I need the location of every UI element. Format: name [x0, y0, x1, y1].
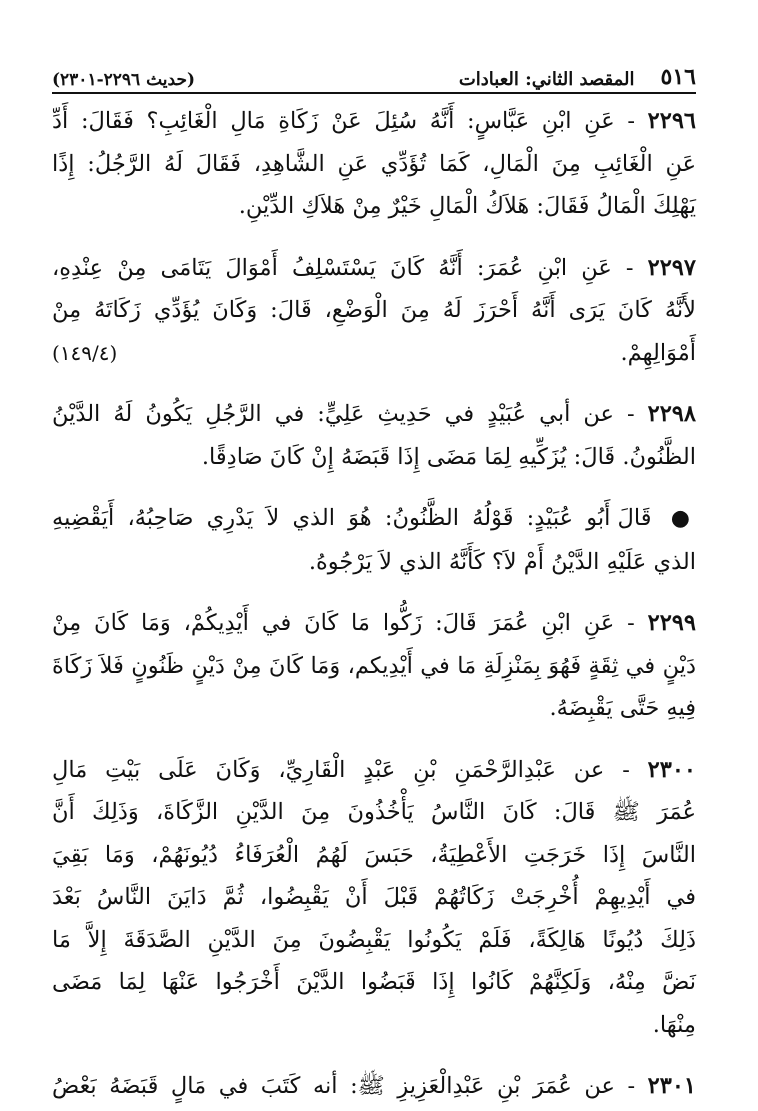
bullet-icon: ● — [670, 506, 697, 531]
text-line: يَهْلِكَ الْمَالُ فَقَالَ: هَلاَكُ الْمَالِ خَيْرٌ مِنْ هَلاَكِ الدِّيْنِ. — [238, 193, 696, 219]
hadith-2299: ٢٢٩٩ - عَنِ ابْنِ عُمَرَ قَالَ: زَكُّوا مَا كَانَ في أَيْدِيكُمْ، وَمَا كَانَ مِنْ دَيْنٍ في ثِقَةٍ فَهُوَ بِمَنْزِلَةِ مَا في أَيْدِيكم، وَمَا كَانَ مِنْ دَيْنٍ ظَنُونٍ فَلاَ زَكَاةَ فِيهِ حَتَّى يَقْبِضَهُ. — [52, 602, 696, 730]
page-number: ٥١٦ — [660, 64, 696, 90]
page-body — [52, 100, 696, 1101]
text-line: عَنِ ابْنِ عُمَرَ: أَنَّهُ كَانَ يَسْتَسْلِفُ أَمْوَالَ يَتَامَى مِنْ عِنْدِهِ، — [52, 254, 612, 281]
hadith-2297: ٢٢٩٧ - عَنِ ابْنِ عُمَرَ: أَنَّهُ كَانَ يَسْتَسْلِفُ أَمْوَالَ يَتَامَى مِنْ عِنْدِهِ، لأَنَّهُ كَانَ يَرَى أَنَّهُ أَحْرَزَ لَهُ مِنَ الْوَضْعِ، قَالَ: وَكَانَ يُؤَدِّي زَكَاتَهُ مِنْ أَمْوَالِهِمْ. (١٤٩/٤) — [52, 247, 696, 375]
text-line: عن أبي عُبَيْدٍ في حَدِيثِ عَلِيٍّ: في الرَّجُلِ يَكُونُ لَهُ الدَّيْنُ — [52, 401, 614, 427]
hadith-2298: ٢٢٩٨ - عن أبي عُبَيْدٍ في حَدِيثِ عَلِيٍّ: في الرَّجُلِ يَكُونُ لَهُ الدَّيْنُ الظَّنُونُ. قَالَ: يُزَكِّيهِ لِمَا مَضَى إِذَا قَبَضَهُ إِنْ كَانَ صَادِقًا. — [52, 393, 696, 478]
hadith-2301: ٢٣٠١ - عن عُمَرَ بْنِ عَبْدِالْعَزِيزِ ﷺ: أنه كَتَبَ في مَالٍ قَبَضَهُ بَعْضُ — [52, 1073, 696, 1099]
text-line: فِيهِ حَتَّى يَقْبِضَهُ. — [549, 695, 696, 721]
text-line: ذَلِكَ دُيُونًا هَالِكَةً، فَلَمْ يَكُونُوا يَقْبِضُونَ مِنَ الدَّيْنِ الصَّدَقَةَ إِلاَّ مَا — [52, 926, 696, 953]
text-line: مِنْهَا. — [652, 1011, 696, 1038]
section-title: المقصد الثاني: العبادات — [458, 69, 635, 90]
text-line: عَنِ الْغَائِبِ مِنَ الْمَالِ، كَمَا تُؤَدِّي عَنِ الشَّاهِدِ، فَقَالَ لَهُ الرَّجُلُ: إِذًا — [52, 150, 696, 177]
text-line: قَالَ أَبُو عُبَيْدٍ: قَوْلُهُ الظَّنُونُ: هُوَ الذي لاَ يَدْرِي صَاحِبُهُ، أَيَقْضِيهِ — [52, 505, 652, 531]
text-line: في أَيْدِيهِمْ أُخْرِجَتْ زَكَاتُهُمْ قَبْلَ أَنْ يَقْبِضُوا، ثُمَّ دَايَنَ النَّاسُ بَعْدَ — [52, 884, 696, 910]
hadith-number: ٢٢٩٦ — [647, 108, 696, 134]
hadith-2300: ٢٣٠٠ - عن عَبْدِالرَّحْمَنِ بْنِ عَبْدٍ الْقَارِيِّ، وَكَانَ عَلَى بَيْتِ مَالِ عُمَرَ ﷺ قَالَ: كَانَ النَّاسُ يَأْخُذُونَ مِنَ الدَّيْنِ الزَّكَاةَ، وَذَلِكَ أَنَّ النَّاسَ إِذَا خَرَجَتِ الأَعْطِيَةُ، حَبَسَ لَهُمُ الْعُرَفَاءُ دُيُونَهُمْ، وَمَا بَقِيَ في أَيْدِيهِمْ أُخْرِجَتْ زَكَاتُهُمْ قَبْلَ أَنْ يَقْبِضُوا، ثُمَّ دَايَنَ النَّاسُ بَعْدَ ذَلِكَ دُيُونًا هَالِكَةً، فَلَمْ يَكُونُوا يَقْبِضُونَ مِنَ الدَّيْنِ الصَّدَقَةَ إِلاَّ مَا نَضَّ مِنْهُ، وَلَكِنَّهُمْ كَانُوا إِذَا قَبَضُوا الدَّيْنَ أَخْرَجُوا عَنْهَا لِمَا مَضَى مِنْهَا. — [52, 749, 696, 1047]
text-line: عُمَرَ ﷺ قَالَ: كَانَ النَّاسُ يَأْخُذُونَ مِنَ الدَّيْنِ الزَّكَاةَ، وَذَلِكَ أَنَّ — [52, 799, 696, 825]
text-line: لأَنَّهُ كَانَ يَرَى أَنَّهُ أَحْرَزَ لَهُ مِنَ الْوَضْعِ، قَالَ: وَكَانَ يُؤَدِّي زَكَاتَهُ مِنْ — [52, 297, 696, 323]
running-header — [52, 58, 696, 90]
text-line: عَنِ ابْنِ عَبَّاسٍ: أَنَّهُ سُئِلَ عَنْ زَكَاةِ مَالِ الْغَائِبِ؟ فَقَالَ: أَدِّ — [52, 108, 615, 134]
text-line: عَنِ ابْنِ عُمَرَ قَالَ: زَكُّوا مَا كَانَ في أَيْدِيكُمْ، وَمَا كَانَ مِنْ — [52, 610, 615, 636]
text-line: الظَّنُونُ. قَالَ: يُزَكِّيهِ لِمَا مَضَى إِذَا قَبَضَهُ إِنْ كَانَ صَادِقًا. — [201, 443, 696, 470]
text-line: دَيْنٍ في ثِقَةٍ فَهُوَ بِمَنْزِلَةِ مَا في أَيْدِيكم، وَمَا كَانَ مِنْ دَيْنٍ ظَنُونٍ فَلاَ زَكَاةَ — [52, 652, 696, 679]
hadith-2296: ٢٢٩٦ - عَنِ ابْنِ عَبَّاسٍ: أَنَّهُ سُئِلَ عَنْ زَكَاةِ مَالِ الْغَائِبِ؟ فَقَالَ: أَدِّ عَنِ الْغَائِبِ مِنَ الْمَالِ، كَمَا تُؤَدِّي عَنِ الشَّاهِدِ، فَقَالَ لَهُ الرَّجُلُ: إِذًا يَهْلِكَ الْمَالُ فَقَالَ: هَلاَكُ الْمَالِ خَيْرٌ مِنْ هَلاَكِ الدِّيْنِ. — [52, 100, 696, 228]
text-line: عن عُمَرَ بْنِ عَبْدِالْعَزِيزِ ﷺ: أنه كَتَبَ في مَالٍ قَبَضَهُ بَعْضُ — [52, 1073, 615, 1099]
hadith-range: (حديث ٢٢٩٦-٢٣٠١) — [52, 70, 195, 90]
text-line: أَمْوَالِهِمْ. — [620, 339, 696, 366]
text-line: نَضَّ مِنْهُ، وَلَكِنَّهُمْ كَانُوا إِذَا قَبَضُوا الدَّيْنَ أَخْرَجُوا عَنْهَا لِمَا مَضَى — [52, 969, 696, 995]
hadith-number: ٢٢٩٩ — [647, 610, 696, 636]
hadith-number: ٢٣٠٠ — [647, 756, 696, 783]
commentary-note — [52, 497, 696, 583]
hadith-number: ٢٢٩٨ — [647, 401, 696, 427]
text-line: عن عَبْدِالرَّحْمَنِ بْنِ عَبْدٍ الْقَارِيِّ، وَكَانَ عَلَى بَيْتِ مَالِ — [52, 756, 605, 783]
text-line: الذي عَلَيْهِ الدَّيْنُ أَمْ لاَ؟ كَأَنَّهُ الذي لاَ يَرْجُوهُ. — [308, 548, 696, 575]
source-reference: (١٤٩/٤) — [52, 340, 118, 365]
text-line: النَّاسَ إِذَا خَرَجَتِ الأَعْطِيَةُ، حَبَسَ لَهُمُ الْعُرَفَاءُ دُيُونَهُمْ، وَمَا بَقِيَ — [52, 841, 696, 868]
header-rule — [52, 92, 696, 94]
hadith-number: ٢٢٩٧ — [647, 254, 696, 281]
hadith-number: ٢٣٠١ — [647, 1073, 696, 1099]
